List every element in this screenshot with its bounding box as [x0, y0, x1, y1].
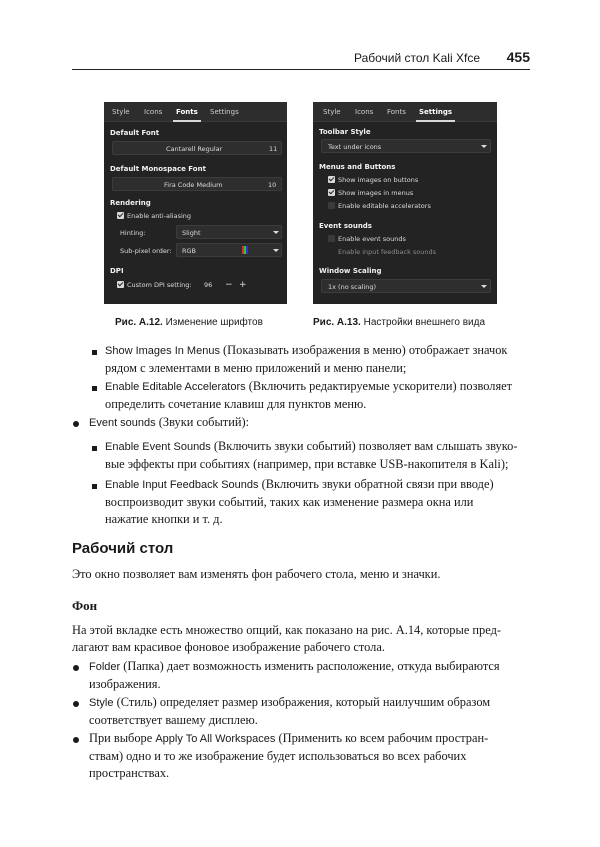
caption-number: Рис. А.13.	[313, 317, 361, 328]
text-line: (Включить редактируемые ускорители) позволяет	[245, 379, 513, 393]
term: Enable Input Feedback Sounds	[105, 479, 259, 491]
bullet-square	[92, 350, 97, 355]
tab-fonts[interactable]: Fonts	[176, 108, 198, 116]
antialias-checkbox[interactable]	[117, 212, 124, 219]
bullet-square	[92, 446, 97, 451]
subpixel-label: Sub-pixel order:	[120, 247, 172, 255]
tab-fonts[interactable]: Fonts	[387, 108, 406, 116]
text-line: (Стиль) определяет размер изображения, который наилучшим образом	[113, 695, 491, 709]
tab-bar	[104, 102, 287, 122]
toolbar-chevron-down-icon	[481, 145, 487, 148]
menus-buttons-label: Menus and Buttons	[319, 163, 396, 171]
hinting-label: Hinting:	[120, 229, 146, 237]
text-line: рядом с элементами в меню приложений и меню панели;	[105, 361, 407, 375]
tab-bar	[313, 102, 497, 122]
bullet-square	[92, 386, 97, 391]
text-line: ствам) одно и то же изображение будет использоваться во всех рабочих	[89, 749, 467, 763]
text-line: лагают вам красивое фоновое изображение рабочего стола.	[72, 640, 385, 654]
tab-settings[interactable]: Settings	[419, 108, 453, 116]
text-line: вые эффекты при событиях (например, при вставке USB-накопителя в Kali);	[105, 457, 509, 471]
bullet-dot	[73, 701, 79, 707]
term: Enable Event Sounds	[105, 441, 211, 453]
event-sounds-label: Event sounds	[319, 222, 372, 230]
list-item	[89, 730, 529, 782]
text-line: воспроизводит звуки событий, таких как изменение размера окна или	[105, 495, 474, 509]
enable-event-sounds-checkbox[interactable]	[328, 235, 335, 242]
dpi-decrease-button[interactable]: −	[225, 280, 233, 290]
editable-accelerators-checkbox[interactable]	[328, 202, 335, 209]
header-title: Рабочий стол Kali Xfce	[353, 51, 480, 65]
section-heading: Рабочий стол	[72, 540, 174, 557]
tab-settings[interactable]: Settings	[210, 108, 239, 116]
tab-style[interactable]: Style	[323, 108, 341, 116]
text-line: соответствует вашему дисплею.	[89, 713, 258, 727]
text-line: нажатие кнопки и т. д.	[105, 512, 223, 526]
text-line: (Включить звуки обратной связи при вводе)	[258, 477, 494, 491]
list-item	[89, 658, 529, 693]
rgb-preview-icon	[242, 246, 248, 254]
figure-caption-a13	[313, 317, 485, 328]
enable-input-feedback-label: Enable input feedback sounds	[338, 248, 437, 256]
default-font-label: Default Font	[110, 129, 160, 137]
antialias-label: Enable anti-aliasing	[127, 212, 192, 220]
list-item	[89, 694, 529, 729]
subpixel-value: RGB	[182, 247, 197, 255]
hinting-chevron-down-icon	[273, 231, 279, 234]
dpi-increase-button[interactable]: +	[239, 280, 247, 290]
window-scaling-label: Window Scaling	[319, 267, 382, 275]
mono-font-label: Default Monospace Font	[110, 165, 206, 173]
dpi-value[interactable]: 96	[204, 281, 213, 289]
mono-font-value: Fira Code Medium	[164, 181, 223, 189]
term: Enable Editable Accelerators	[105, 381, 246, 393]
show-images-menus-label: Show images in menus	[338, 189, 414, 197]
text-line: (Включить звуки событий) позволяет вам слышать звуко-	[210, 439, 518, 453]
custom-dpi-label: Custom DPI setting:	[127, 281, 192, 289]
tab-icons[interactable]: Icons	[144, 108, 163, 116]
scaling-chevron-down-icon	[481, 285, 487, 288]
rendering-label: Rendering	[110, 199, 151, 207]
toolbar-style-label: Toolbar Style	[319, 128, 371, 136]
hinting-value: Slight	[182, 229, 201, 237]
default-font-value: Cantarell Regular	[166, 145, 223, 153]
term: Show Images In Menus	[105, 345, 220, 357]
tab-icons[interactable]: Icons	[355, 108, 374, 116]
term: Apply To All Workspaces	[155, 733, 276, 745]
text-line: изображения.	[89, 677, 161, 691]
show-images-buttons-checkbox[interactable]	[328, 176, 335, 183]
enable-event-sounds-label: Enable event sounds	[338, 235, 406, 243]
text-line: (Папка) дает возможность изменить расположение, откуда выбираются	[120, 659, 500, 673]
list-item	[105, 476, 530, 528]
text-line: пространствах.	[89, 766, 170, 780]
running-header	[72, 50, 530, 70]
fonts-settings-screenshot	[104, 102, 287, 304]
default-font-size: 11	[269, 145, 278, 153]
figure-caption-a12	[115, 317, 263, 328]
bullet-dot	[73, 737, 79, 743]
toolbar-style-value: Text under icons	[328, 143, 382, 151]
list-item	[89, 414, 529, 432]
text-line: При выборе	[89, 731, 156, 745]
caption-text: Настройки внешнего вида	[360, 317, 485, 328]
term: Folder	[89, 661, 121, 673]
bullet-square	[92, 484, 97, 489]
list-item	[105, 378, 530, 413]
text-line: (Показывать изображения в меню) отображает значок	[219, 343, 508, 357]
list-item	[105, 342, 530, 377]
page-number: 455	[506, 49, 530, 65]
text-line: (Звуки событий):	[155, 415, 250, 429]
bullet-dot	[73, 421, 79, 427]
show-images-menus-checkbox[interactable]	[328, 189, 335, 196]
term: Event sounds	[89, 417, 156, 429]
dpi-label: DPI	[110, 267, 124, 275]
text-line: На этой вкладке есть множество опций, как показано на рис. А.14, которые пред-	[72, 623, 502, 637]
paragraph	[72, 622, 532, 656]
custom-dpi-checkbox[interactable]	[117, 281, 124, 288]
tab-style[interactable]: Style	[112, 108, 130, 116]
window-scaling-value: 1x (no scaling)	[328, 283, 377, 291]
show-images-buttons-label: Show images on buttons	[338, 176, 419, 184]
term: Style	[89, 697, 114, 709]
subpixel-chevron-down-icon	[273, 249, 279, 252]
subsection-heading: Фон	[72, 598, 98, 613]
appearance-settings-screenshot	[313, 102, 497, 304]
list-item	[105, 438, 530, 473]
paragraph: Это окно позволяет вам изменять фон рабочего стола, меню и значки.	[72, 567, 441, 581]
text-line: определить сочетание клавиш для пунктов меню.	[105, 397, 367, 411]
text-line: (Применить ко всем рабочим простран-	[275, 731, 489, 745]
editable-accelerators-label: Enable editable accelerators	[338, 202, 431, 210]
caption-text: Изменение шрифтов	[162, 317, 263, 328]
caption-number: Рис. А.12.	[115, 317, 163, 328]
mono-font-size: 10	[268, 181, 277, 189]
bullet-dot	[73, 665, 79, 671]
